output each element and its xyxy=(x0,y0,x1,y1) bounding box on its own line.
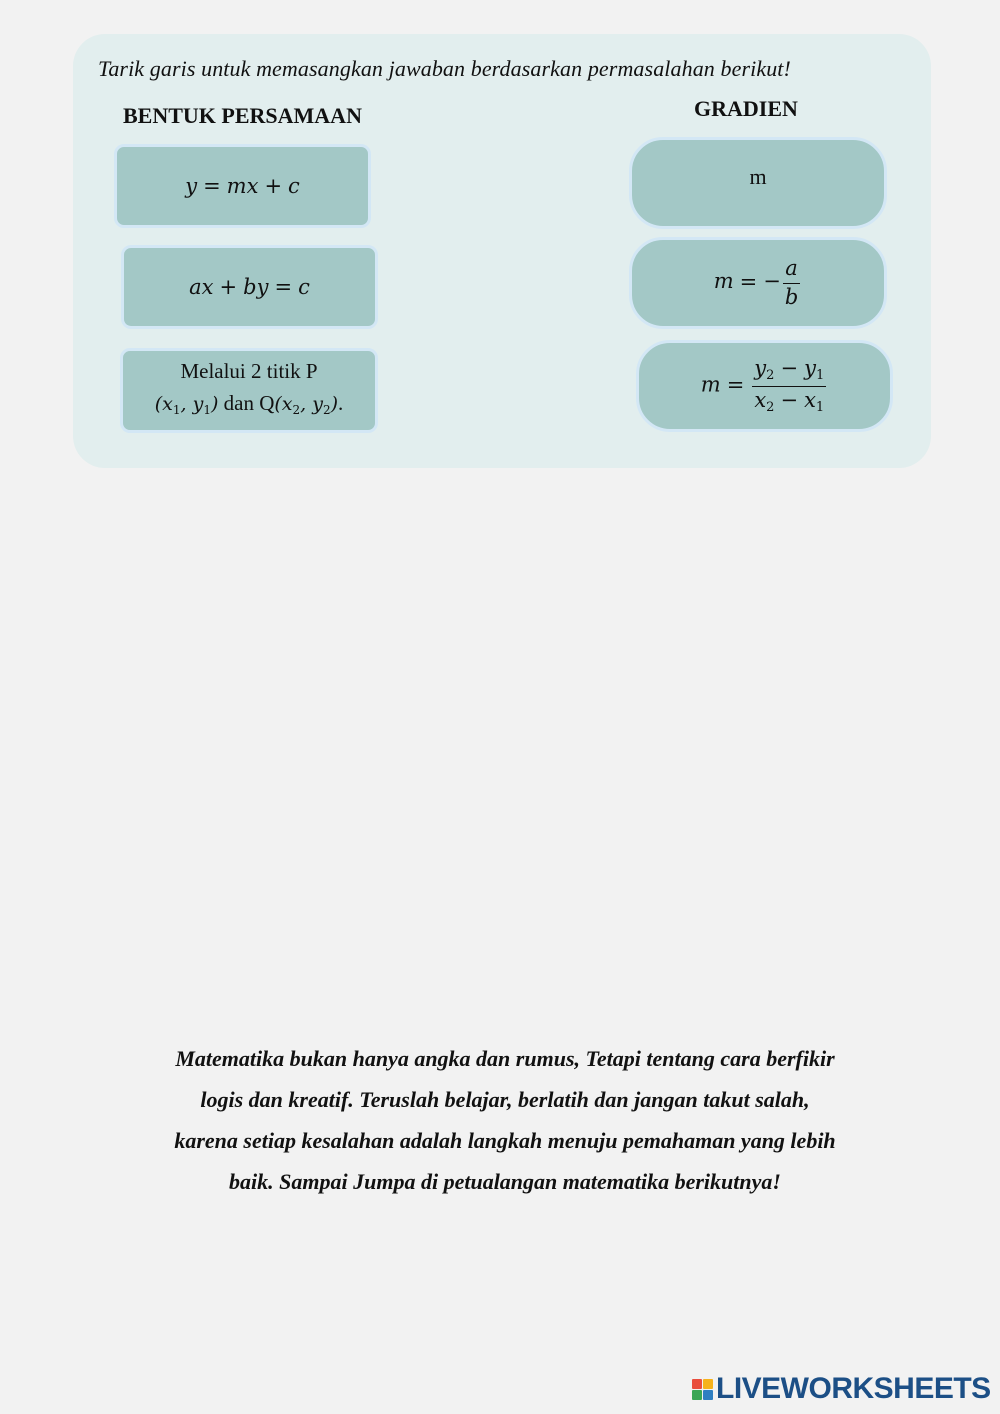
equation-card-general-form[interactable] xyxy=(121,245,378,329)
equation-description: Melalui 2 titik P ($x_1$, $y_1$) dan $Q(x_2$, $y_2$). xyxy=(154,359,344,417)
equation-card-two-points[interactable] xyxy=(120,348,378,433)
left-column-header: BENTUK PERSAMAAN xyxy=(123,103,362,128)
brand-name: LIVEWORKSHEETS xyxy=(716,1372,991,1405)
gradient-card-neg-a-over-b[interactable] xyxy=(629,237,887,329)
liveworksheets-logo xyxy=(692,1372,991,1406)
gradient-value: m xyxy=(749,164,767,189)
closing-message: Matematika bukan hanya angka dan rumus, Tetapi tentang cara berfikir logis dan kreatif. Teruslah belajar, berlatih dan jangan takut salah, karena setiap kesalahan adalah langkah menuju pemahaman yang lebih baik. Sampai Jumpa di petualangan matematika berikutnya! xyxy=(174,1046,836,1194)
equation-card-slope-intercept[interactable] xyxy=(114,144,371,228)
equation-formula: ax + by = c xyxy=(189,275,310,299)
liveworksheets-logo-icon xyxy=(692,1379,713,1400)
gradient-card-two-points[interactable] xyxy=(636,340,893,432)
instruction-text: Tarik garis untuk memasangkan jawaban berdasarkan permasalahan berikut! xyxy=(98,56,791,81)
right-column-header: GRADIEN xyxy=(694,96,798,121)
gradient-formula: m = − $\frac{a}{b}$ xyxy=(713,256,799,309)
gradient-formula: m = $\frac{y_2 - y_1}{x_2 - x_1}$ xyxy=(700,356,825,415)
gradient-card-m[interactable] xyxy=(629,137,887,229)
equation-formula: y = mx + c xyxy=(185,174,300,198)
